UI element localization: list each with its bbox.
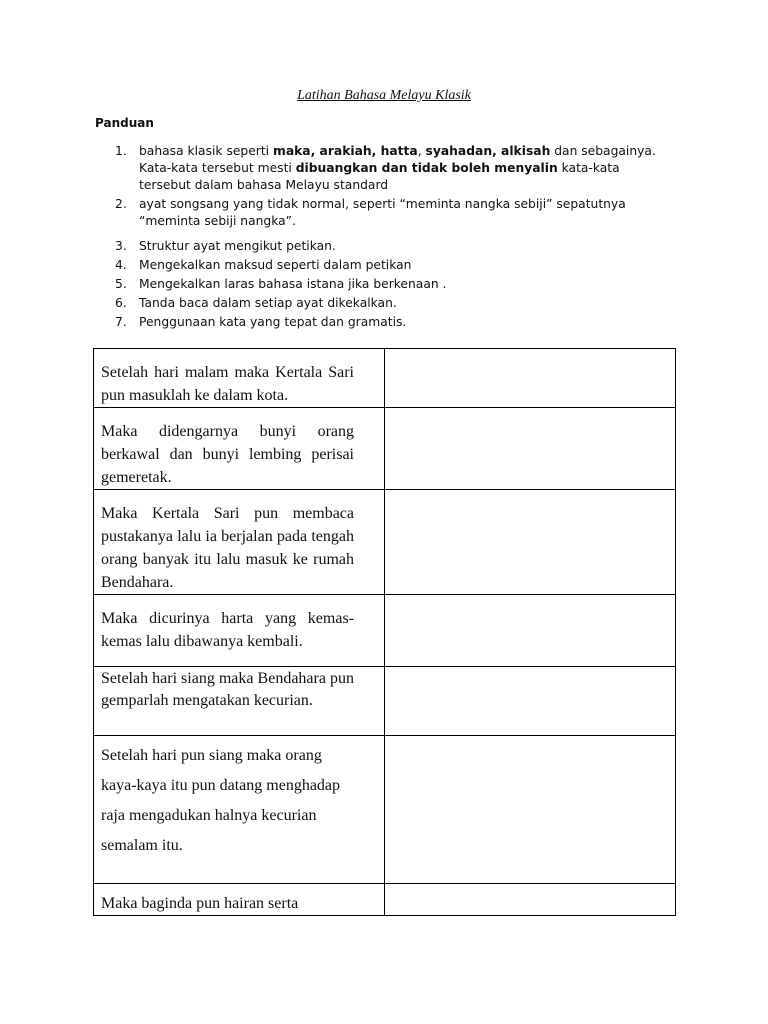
answer-cell[interactable]	[385, 736, 676, 884]
exercise-table	[93, 348, 676, 916]
sentence-text: Maka didengarnya bunyi orang berkawal dan bunyi lembing perisai gemeretak.	[101, 423, 354, 486]
guideline-text: Tanda baca dalam setiap ayat dikekalkan.	[139, 296, 397, 310]
guideline-text: Mengekalkan maksud seperti dalam petikan	[139, 258, 412, 272]
answer-cell[interactable]	[385, 490, 676, 595]
sentence-cell	[94, 667, 385, 736]
guideline-text-part: kata-kata tersebut dalam bahasa Melayu standard	[139, 161, 620, 192]
sentence-cell	[94, 349, 385, 408]
answer-cell[interactable]	[385, 884, 676, 916]
guideline-text: Struktur ayat mengikut petikan.	[139, 239, 336, 253]
sentence-text: Maka Kertala Sari pun membaca pustakanya lalu ia berjalan pada tengah orang banyak itu lalu masuk ke rumah Bendahara.	[101, 505, 354, 591]
guideline-item	[95, 143, 665, 194]
guideline-item	[95, 276, 665, 293]
sentence-cell	[94, 884, 385, 916]
sentence-cell	[94, 736, 385, 884]
guideline-text-part: bahasa klasik seperti	[139, 144, 273, 158]
document-title: Latihan Bahasa Melayu Klasik	[297, 88, 471, 103]
guideline-number: 4.	[115, 258, 127, 272]
sentence-text: Setelah hari siang maka Bendahara pun gemparlah mengatakan kecurian.	[101, 670, 354, 709]
guideline-item	[95, 295, 665, 312]
sentence-cell	[94, 490, 385, 595]
table-row	[94, 667, 676, 736]
sentence-text: Setelah hari malam maka Kertala Sari pun masuklah ke dalam kota.	[101, 364, 354, 404]
guideline-item	[95, 257, 665, 274]
table-row	[94, 349, 676, 408]
guideline-number: 2.	[115, 197, 127, 211]
sentence-cell	[94, 408, 385, 490]
guideline-item	[95, 196, 665, 230]
guideline-text: ayat songsang yang tidak normal, seperti “meminta nangka sebiji” sepatutnya “meminta sebiji nangka”.	[139, 197, 626, 228]
guideline-text-part: ,	[417, 144, 426, 158]
table-row	[94, 595, 676, 667]
guideline-number: 1.	[115, 144, 127, 158]
guideline-keyword: dibuangkan dan tidak boleh menyalin	[295, 161, 558, 175]
table-row	[94, 490, 676, 595]
table-row	[94, 736, 676, 884]
answer-cell[interactable]	[385, 349, 676, 408]
guideline-keyword: syahadan, alkisah	[425, 144, 551, 158]
sentence-cell	[94, 595, 385, 667]
guideline-text	[139, 143, 665, 194]
guideline-text-part: dan sebagainya. Kata-kata tersebut mesti	[139, 144, 656, 175]
guidelines-list	[95, 143, 665, 333]
sentence-text: Maka dicurinya harta yang kemas-kemas lalu dibawanya kembali.	[101, 610, 354, 650]
guidelines-heading: Panduan	[95, 116, 154, 130]
guideline-text: Penggunaan kata yang tepat dan gramatis.	[139, 315, 407, 329]
answer-cell[interactable]	[385, 595, 676, 667]
guideline-number: 6.	[115, 296, 127, 310]
sentence-text: Setelah hari pun siang maka orang kaya-kaya itu pun datang menghadap raja mengadukan halnya kecurian semalam itu.	[101, 747, 341, 854]
answer-cell[interactable]	[385, 408, 676, 490]
table-row	[94, 884, 676, 916]
guideline-keyword: maka, arakiah, hatta	[273, 144, 418, 158]
guideline-number: 5.	[115, 277, 127, 291]
sentence-text: Maka baginda pun hairan serta	[101, 895, 299, 912]
guideline-number: 7.	[115, 315, 127, 329]
table-row	[94, 408, 676, 490]
guideline-item	[95, 238, 665, 255]
guideline-text: Mengekalkan laras bahasa istana jika berkenaan .	[139, 277, 447, 291]
guideline-item	[95, 314, 665, 331]
guideline-number: 3.	[115, 239, 127, 253]
answer-cell[interactable]	[385, 667, 676, 736]
